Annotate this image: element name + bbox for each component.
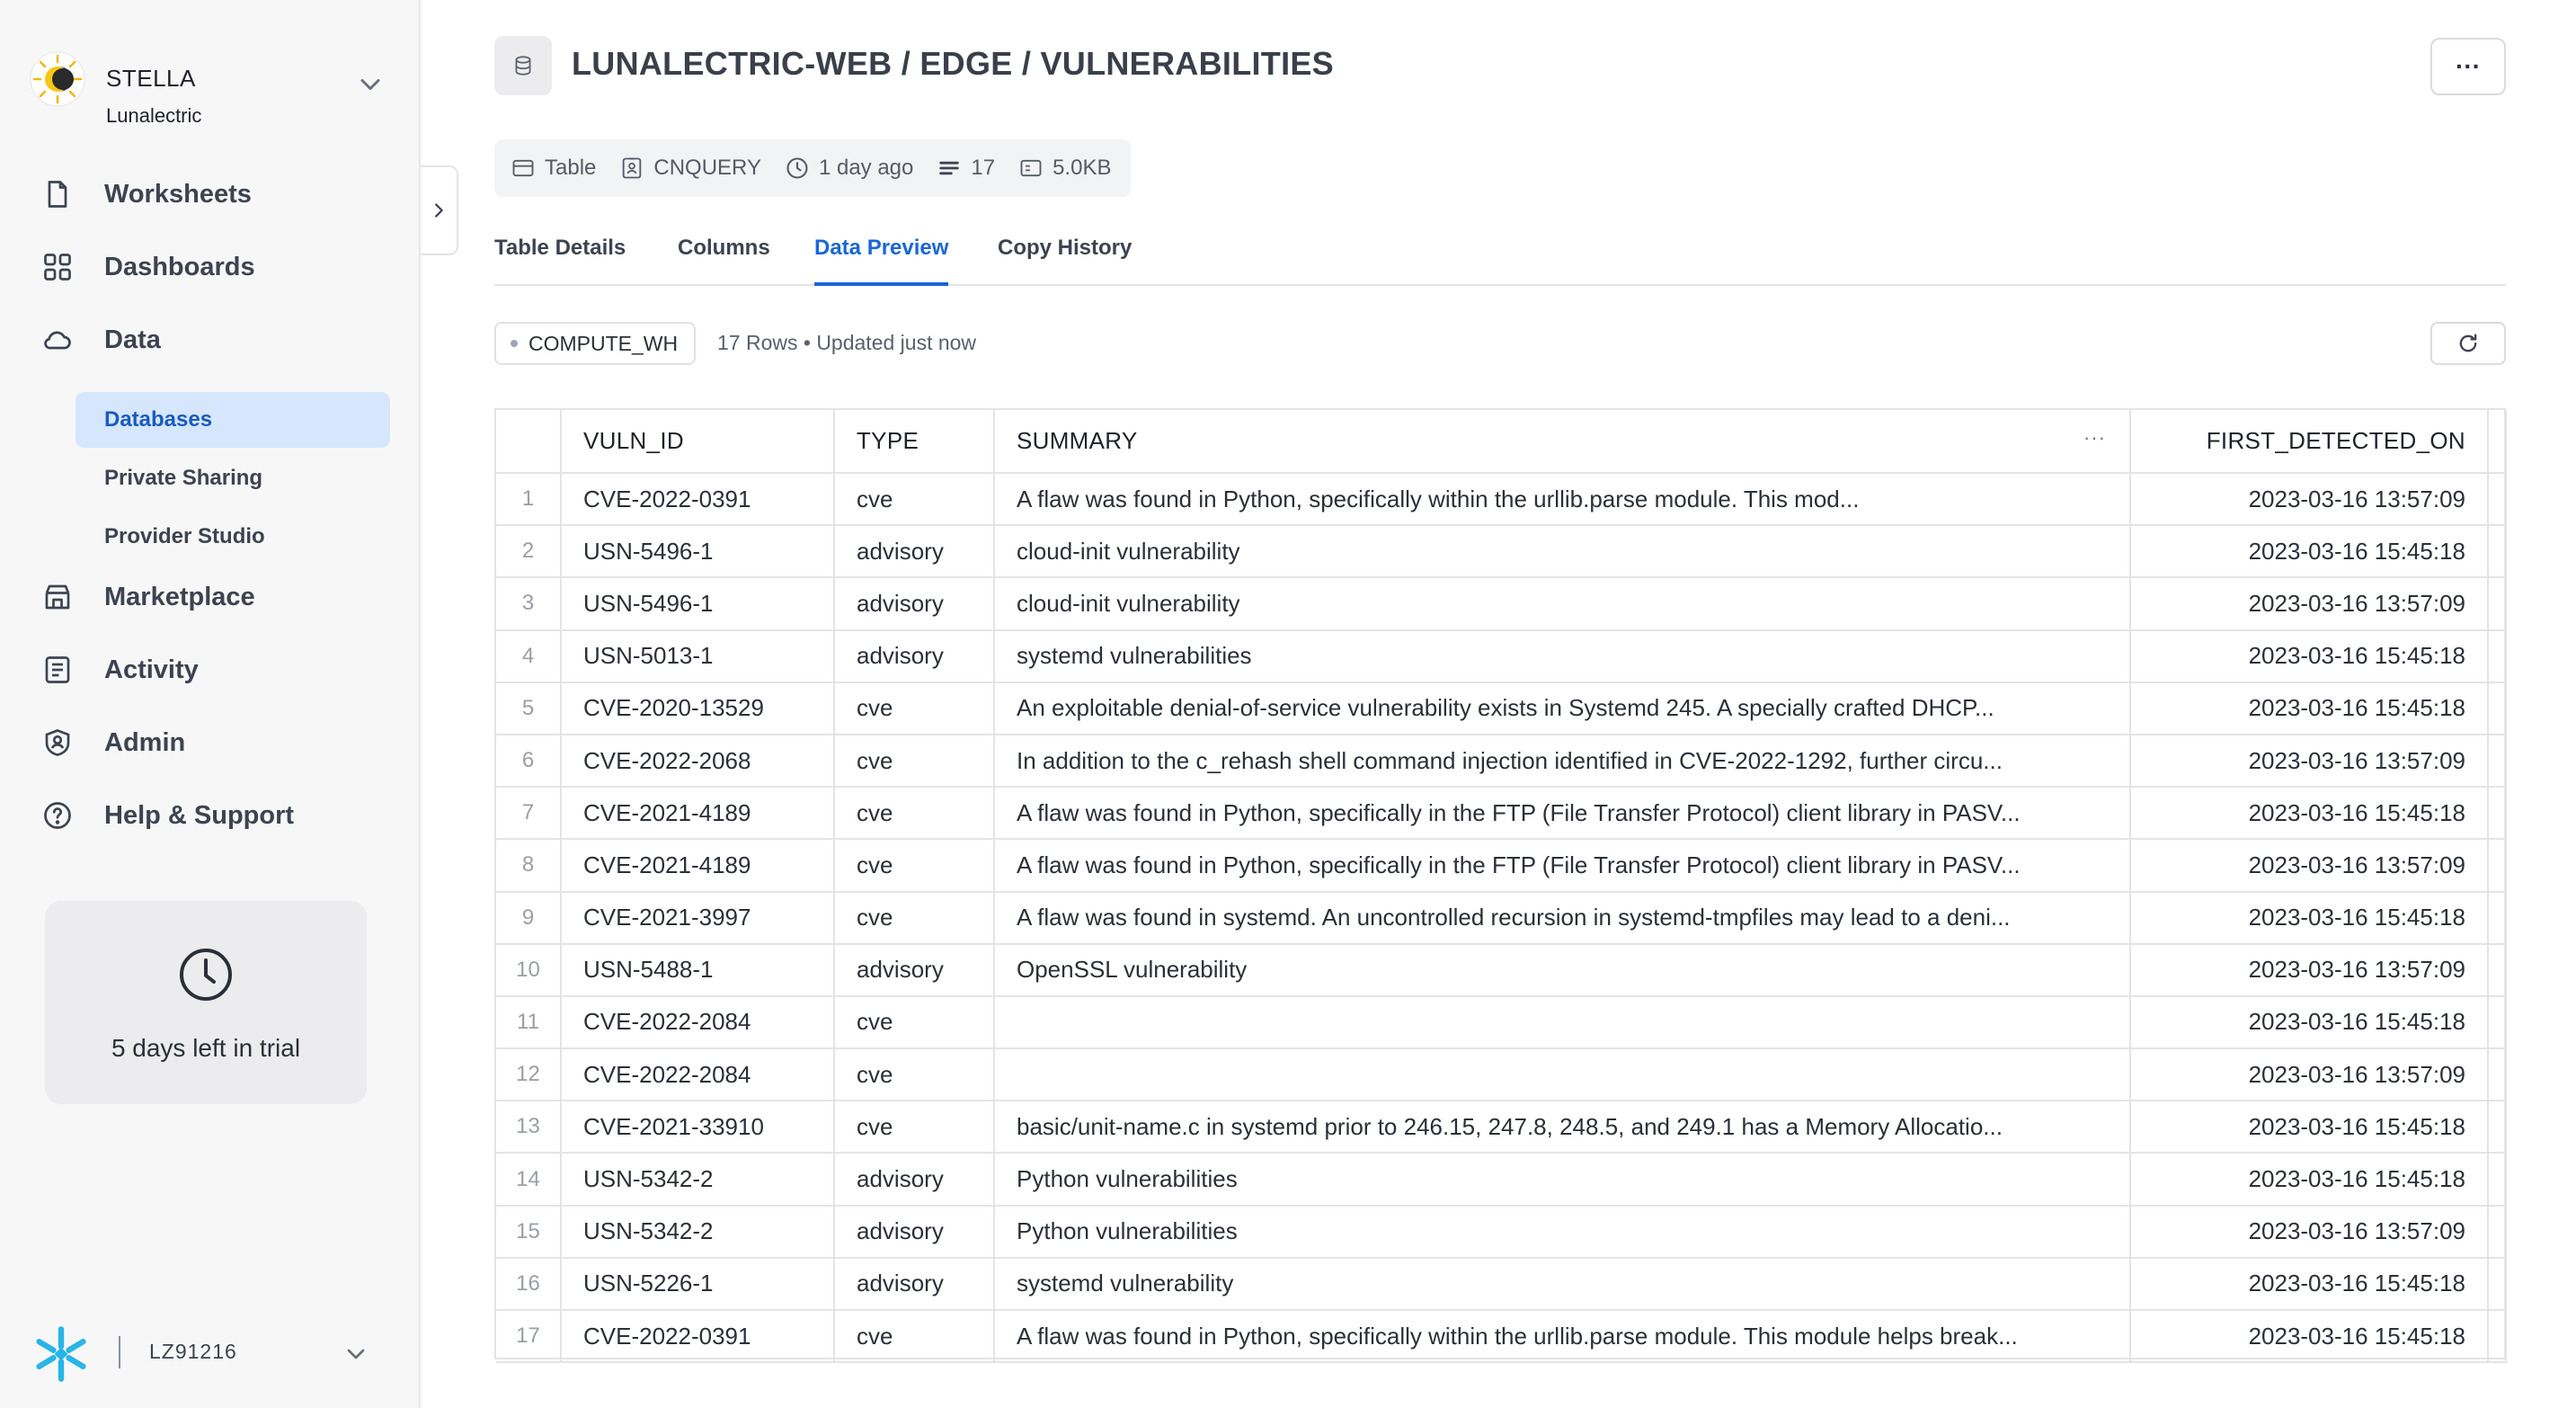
nav-item-marketplace[interactable] (41, 574, 255, 620)
first-detected-cell[interactable]: 2023-03-16 13:57:09 (2130, 944, 2488, 996)
data-preview-table (494, 408, 2506, 1359)
nav-item-help-support[interactable] (41, 792, 294, 839)
vuln-id-cell[interactable]: USN-5496-1 (561, 577, 834, 629)
row-number-cell[interactable]: 4 (496, 630, 561, 682)
page-title: LUNALECTRIC-WEB / EDGE / VULNERABILITIES (572, 45, 1334, 82)
type-cell[interactable]: cve (834, 996, 994, 1048)
filler-cell (2488, 1048, 2506, 1101)
row-number-cell[interactable]: 14 (496, 1153, 561, 1205)
row-number-cell[interactable]: 3 (496, 577, 561, 629)
row-number-cell[interactable]: 16 (496, 1258, 561, 1310)
type-cell[interactable]: cve (834, 682, 994, 735)
type-cell[interactable]: advisory (834, 577, 994, 629)
store-icon (41, 581, 74, 613)
vuln-id-cell[interactable]: CVE-2022-2084 (561, 996, 834, 1048)
filler-cell (2488, 473, 2506, 525)
shield-user-icon (41, 726, 74, 759)
nav-item-data[interactable] (41, 316, 161, 363)
table-row[interactable] (496, 1258, 2506, 1310)
trial-text: 5 days left in trial (111, 1034, 301, 1062)
table-row[interactable] (496, 735, 2506, 787)
vuln-id-cell[interactable]: CVE-2021-4189 (561, 839, 834, 891)
summary-cell[interactable]: systemd vulnerabilities (994, 630, 2130, 682)
summary-cell[interactable] (994, 1048, 2130, 1101)
first-detected-cell[interactable]: 2023-03-16 15:45:18 (2130, 1153, 2488, 1205)
results-grid (496, 410, 2507, 1363)
help-circle-icon (41, 799, 74, 832)
header-filler (2488, 410, 2506, 473)
table-type-badge (494, 36, 552, 95)
chevron-right-icon (429, 201, 449, 220)
tab-data-preview[interactable]: Data Preview (814, 236, 948, 286)
grid-icon (41, 251, 74, 283)
tab-copy-history[interactable]: Copy History (998, 236, 1133, 260)
vuln-id-cell[interactable]: CVE-2021-3997 (561, 892, 834, 944)
filler-cell (2488, 787, 2506, 839)
type-cell[interactable]: cve (834, 787, 994, 839)
type-cell[interactable]: cve (834, 1101, 994, 1153)
chevron-down-icon[interactable] (342, 1340, 370, 1368)
row-number-cell[interactable]: 2 (496, 525, 561, 577)
table-row[interactable] (496, 839, 2506, 891)
summary-cell[interactable]: Python vulnerabilities (994, 1206, 2130, 1258)
summary-cell[interactable]: basic/unit-name.c in systemd prior to 246.15, 247.8, 248.5, and 249.1 has a Memory Allocatio... (994, 1101, 2130, 1153)
filler-cell (2488, 1153, 2506, 1205)
row-number-cell[interactable]: 10 (496, 944, 561, 996)
summary-cell[interactable]: In addition to the c_rehash shell command injection identified in CVE-2022-1292, further circu... (994, 735, 2130, 787)
row-number-cell[interactable]: 12 (496, 1048, 561, 1101)
warehouse-name: COMPUTE_WH (529, 331, 679, 355)
type-cell[interactable]: cve (834, 892, 994, 944)
filler-cell (2488, 1101, 2506, 1153)
column-header-first-detected-on[interactable]: FIRST_DETECTED_ON (2130, 410, 2488, 473)
vuln-id-cell[interactable]: USN-5226-1 (561, 1258, 834, 1310)
filler-cell (2488, 1258, 2506, 1310)
clock-icon (785, 156, 810, 181)
meta-size: 5.0KB (1018, 156, 1111, 181)
vuln-id-cell[interactable]: USN-5013-1 (561, 630, 834, 682)
summary-cell[interactable]: A flaw was found in Python, specifically in the FTP (File Transfer Protocol) client library in PASV... (994, 787, 2130, 839)
first-detected-cell[interactable]: 2023-03-16 15:45:18 (2130, 996, 2488, 1048)
row-number-cell[interactable]: 5 (496, 682, 561, 735)
rows-icon (937, 156, 962, 181)
row-number-cell[interactable]: 13 (496, 1101, 561, 1153)
table-metadata-bar (494, 139, 1131, 197)
table-row[interactable] (496, 577, 2506, 629)
footer-divider (119, 1336, 120, 1368)
meta-updated: 1 day ago (785, 156, 913, 181)
filler-cell (2488, 525, 2506, 577)
type-cell[interactable]: cve (834, 839, 994, 891)
trial-banner[interactable] (45, 901, 367, 1104)
summary-cell[interactable]: cloud-init vulnerability (994, 525, 2130, 577)
nav-label: Worksheets (104, 179, 252, 209)
activity-list-icon (41, 654, 74, 686)
column-menu-icon[interactable]: ··· (2083, 426, 2106, 449)
type-cell[interactable]: advisory (834, 525, 994, 577)
nav-label: Help & Support (104, 800, 295, 830)
filler-cell (2488, 944, 2506, 996)
type-cell[interactable]: advisory (834, 944, 994, 996)
storage-icon (1018, 156, 1044, 181)
filler-cell (2488, 735, 2506, 787)
vuln-id-cell[interactable]: CVE-2022-0391 (561, 473, 834, 525)
detail-tabs (494, 225, 2506, 286)
sidebar (0, 0, 421, 1408)
type-cell[interactable]: advisory (834, 1153, 994, 1205)
vuln-id-cell[interactable]: USN-5488-1 (561, 944, 834, 996)
meta-kind: Table (511, 156, 596, 181)
clock-icon (177, 946, 235, 1003)
filler-cell (2488, 682, 2506, 735)
type-cell[interactable]: cve (834, 735, 994, 787)
table-row[interactable] (496, 1153, 2506, 1205)
first-detected-cell[interactable]: 2023-03-16 15:45:18 (2130, 787, 2488, 839)
table-row[interactable] (496, 787, 2506, 839)
table-row[interactable] (496, 630, 2506, 682)
row-number-cell[interactable]: 9 (496, 892, 561, 944)
document-icon (41, 178, 74, 210)
more-horizontal-icon: ··· (2456, 52, 2481, 80)
vuln-id-cell[interactable]: USN-5496-1 (561, 525, 834, 577)
vuln-id-cell[interactable]: CVE-2021-33910 (561, 1101, 834, 1153)
summary-cell[interactable] (994, 996, 2130, 1048)
type-cell[interactable]: advisory (834, 1206, 994, 1258)
table-row[interactable] (496, 1101, 2506, 1153)
cloud-icon (41, 324, 74, 356)
sun-moon-logo-icon (29, 50, 86, 108)
preview-status: 17 Rows • Updated just now (717, 331, 977, 354)
nav-label: Dashboards (104, 252, 255, 281)
first-detected-cell[interactable]: 2023-03-16 13:57:09 (2130, 839, 2488, 891)
sidebar-collapse-toggle[interactable] (421, 165, 458, 255)
chevron-down-icon[interactable] (354, 68, 386, 101)
first-detected-cell[interactable]: 2023-03-16 15:45:18 (2130, 1310, 2488, 1362)
type-cell[interactable]: advisory (834, 630, 994, 682)
vuln-id-cell[interactable]: CVE-2022-2068 (561, 735, 834, 787)
refresh-icon (2456, 331, 2481, 356)
table-row[interactable] (496, 473, 2506, 525)
nav-label: Marketplace (104, 582, 255, 611)
summary-cell[interactable]: A flaw was found in Python, specifically within the urllib.parse module. This module helps break... (994, 1310, 2130, 1362)
meta-owner: CNQUERY (619, 156, 761, 181)
filler-cell (2488, 577, 2506, 629)
summary-cell[interactable]: A flaw was found in Python, specifically within the urllib.parse module. This mod... (994, 473, 2130, 525)
first-detected-cell[interactable]: 2023-03-16 15:45:18 (2130, 1258, 2488, 1310)
summary-cell[interactable]: An exploitable denial-of-service vulnerability exists in Systemd 245. A specially crafted DHCP... (994, 682, 2130, 735)
snowflake-logo-icon (31, 1323, 92, 1385)
table-row[interactable] (496, 682, 2506, 735)
sidebar-item-provider-studio[interactable]: Provider Studio (104, 524, 265, 548)
column-header-summary[interactable]: SUMMARY ··· (994, 410, 2130, 473)
status-dot-icon (511, 340, 518, 347)
first-detected-cell[interactable]: 2023-03-16 13:57:09 (2130, 1048, 2488, 1101)
summary-cell[interactable]: systemd vulnerability (994, 1258, 2130, 1310)
filler-cell (2488, 1206, 2506, 1258)
tab-table-details[interactable]: Table Details (494, 236, 626, 260)
first-detected-cell[interactable]: 2023-03-16 15:45:18 (2130, 892, 2488, 944)
row-number-cell[interactable]: 8 (496, 839, 561, 891)
type-cell[interactable]: cve (834, 473, 994, 525)
table-row[interactable] (496, 525, 2506, 577)
table-row[interactable] (496, 944, 2506, 996)
type-cell[interactable]: cve (834, 1048, 994, 1101)
table-header-row (496, 410, 2506, 473)
table-icon (511, 156, 536, 181)
row-number-cell[interactable]: 1 (496, 473, 561, 525)
nav-item-activity[interactable] (41, 646, 199, 693)
table-row[interactable] (496, 1048, 2506, 1101)
table-row[interactable] (496, 996, 2506, 1048)
summary-cell[interactable]: A flaw was found in systemd. An uncontrolled recursion in systemd-tmpfiles may lead to a deni... (994, 892, 2130, 944)
nav-item-admin[interactable] (41, 719, 185, 766)
account-switcher[interactable] (29, 47, 388, 137)
first-detected-cell[interactable]: 2023-03-16 13:57:09 (2130, 473, 2488, 525)
account-name: STELLA (106, 65, 196, 92)
nav-item-dashboards[interactable] (41, 244, 255, 290)
tab-columns[interactable]: Columns (678, 236, 770, 260)
summary-cell[interactable]: cloud-init vulnerability (994, 577, 2130, 629)
row-number-cell[interactable]: 17 (496, 1310, 561, 1362)
row-number-cell[interactable]: 15 (496, 1206, 561, 1258)
column-header-vuln-id[interactable]: VULN_ID (561, 410, 834, 473)
meta-rows: 17 (937, 156, 995, 181)
first-detected-cell[interactable]: 2023-03-16 13:57:09 (2130, 1206, 2488, 1258)
sidebar-item-private-sharing[interactable]: Private Sharing (104, 466, 263, 490)
summary-cell[interactable]: A flaw was found in Python, specifically in the FTP (File Transfer Protocol) client library in PASV... (994, 839, 2130, 891)
vuln-id-cell[interactable]: CVE-2020-13529 (561, 682, 834, 735)
column-header-type[interactable]: TYPE (834, 410, 994, 473)
nav-item-worksheets[interactable] (41, 171, 252, 218)
type-cell[interactable]: advisory (834, 1258, 994, 1310)
first-detected-cell[interactable]: 2023-03-16 13:57:09 (2130, 735, 2488, 787)
filler-cell (2488, 1310, 2506, 1362)
summary-cell[interactable]: OpenSSL vulnerability (994, 944, 2130, 996)
more-options-button[interactable] (2430, 38, 2506, 95)
row-number-cell[interactable]: 7 (496, 787, 561, 839)
first-detected-cell[interactable]: 2023-03-16 15:45:18 (2130, 682, 2488, 735)
vuln-id-cell[interactable]: USN-5342-2 (561, 1206, 834, 1258)
vuln-id-cell[interactable]: CVE-2022-0391 (561, 1310, 834, 1362)
type-cell[interactable]: cve (834, 1310, 994, 1362)
filler-cell (2488, 996, 2506, 1048)
role-badge-icon (619, 156, 644, 181)
row-number-cell[interactable]: 6 (496, 735, 561, 787)
vuln-id-cell[interactable]: CVE-2022-2084 (561, 1048, 834, 1101)
nav-label: Data (104, 325, 161, 354)
first-detected-cell[interactable]: 2023-03-16 15:45:18 (2130, 630, 2488, 682)
filler-cell (2488, 630, 2506, 682)
row-number-cell[interactable]: 11 (496, 996, 561, 1048)
database-icon (511, 54, 535, 77)
warehouse-selector[interactable] (494, 322, 696, 365)
table-row[interactable] (496, 892, 2506, 944)
first-detected-cell[interactable]: 2023-03-16 15:45:18 (2130, 1101, 2488, 1153)
filler-cell (2488, 892, 2506, 944)
table-row[interactable] (496, 1206, 2506, 1258)
nav-label: Admin (104, 727, 186, 757)
header-rownum (496, 410, 561, 473)
account-org: Lunalectric (106, 104, 202, 127)
nav-label: Activity (104, 655, 199, 684)
vuln-id-cell[interactable]: CVE-2021-4189 (561, 787, 834, 839)
summary-cell[interactable]: Python vulnerabilities (994, 1153, 2130, 1205)
vuln-id-cell[interactable]: USN-5342-2 (561, 1153, 834, 1205)
table-row[interactable] (496, 1310, 2506, 1362)
refresh-button[interactable] (2430, 322, 2506, 365)
account-locator[interactable]: LZ91216 (149, 1340, 237, 1363)
first-detected-cell[interactable]: 2023-03-16 13:57:09 (2130, 577, 2488, 629)
filler-cell (2488, 839, 2506, 891)
first-detected-cell[interactable]: 2023-03-16 15:45:18 (2130, 525, 2488, 577)
sidebar-item-databases[interactable]: Databases (76, 392, 390, 448)
